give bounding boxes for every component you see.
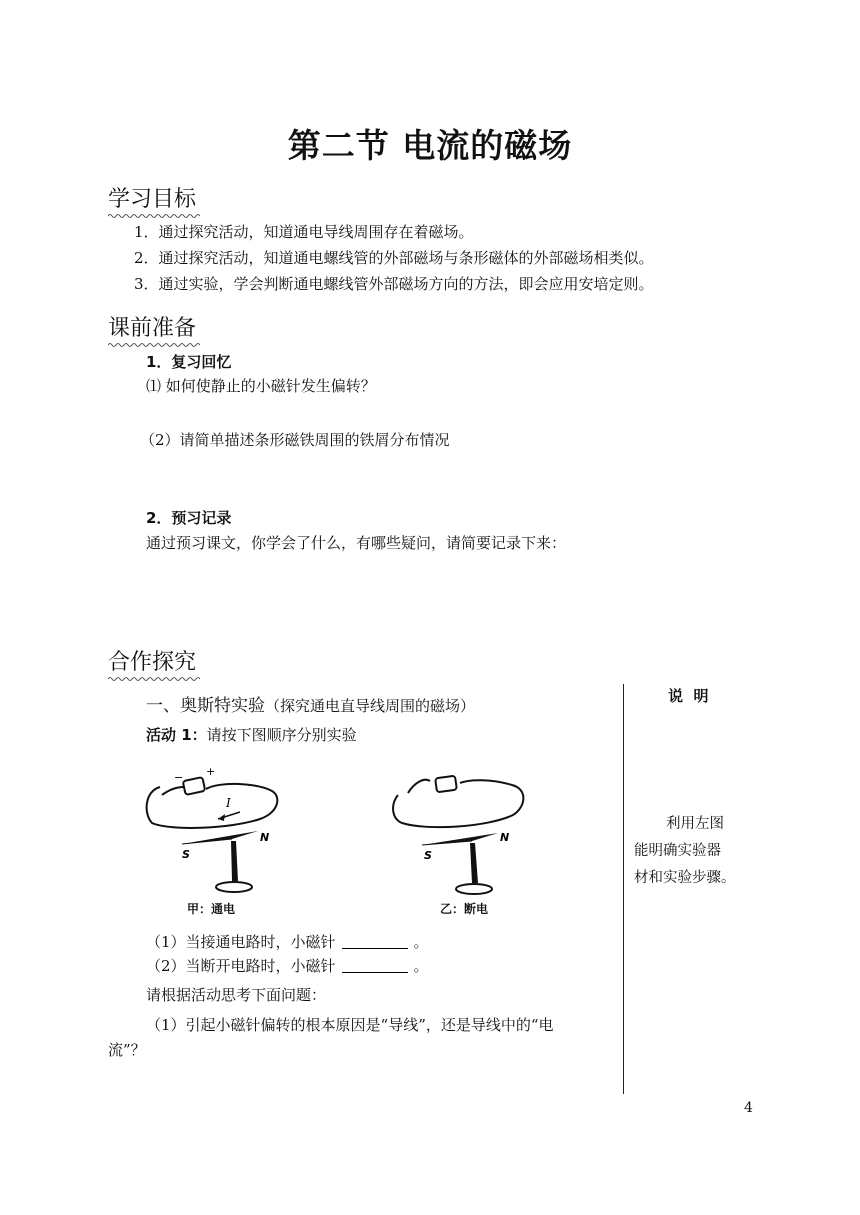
section-heading-goals (108, 182, 196, 213)
wavy-underline (108, 676, 200, 682)
review-question-2: （2）请简单描述条形磁铁周围的铁屑分布情况 (140, 431, 450, 449)
activity-label: 活动 1： (146, 726, 207, 744)
experiment-title-row (146, 691, 475, 716)
section-heading-prep (108, 311, 196, 342)
answer-blank[interactable] (342, 933, 408, 949)
question-suffix: 。 (413, 933, 429, 951)
svg-text:−: − (174, 771, 184, 784)
fill-question-1 (146, 930, 429, 954)
experiment-title: 一、奥斯特实验 (146, 696, 265, 716)
experiment-subtitle: （探究通电直导线周围的磁场） (265, 697, 476, 715)
review-heading: 1．复习回忆 (146, 353, 232, 371)
section-heading-text: 课前准备 (108, 316, 197, 341)
svg-text:+: + (206, 765, 216, 778)
preview-heading: 2．预习记录 (146, 509, 232, 527)
goal-item: 1．通过探究活动，知道通电导线周围存在着磁场。 (134, 223, 474, 241)
sidebar-note-line: 材和实验步骤。 (634, 870, 736, 886)
sidebar-heading: 说 明 (668, 687, 709, 705)
think-question-line-1: （1）引起小磁针偏转的根本原因是“导线”，还是导线中的“电 (146, 1016, 554, 1034)
page-number: 4 (744, 1100, 753, 1116)
goal-item: 2．通过探究活动，知道通电螺线管的外部磁场与条形磁体的外部磁场相类似。 (134, 249, 654, 267)
activity-text: 请按下图顺序分别实验 (206, 726, 357, 744)
section-heading-text: 合作探究 (108, 650, 197, 675)
figure-caption-off: 乙：断电 (440, 902, 489, 916)
question-text: （1）当接通电路时，小磁针 (146, 933, 336, 951)
sidebar-note-line: 能明确实验器 (634, 843, 721, 859)
north-label: N (260, 831, 270, 844)
think-prompt: 请根据活动思考下面问题： (146, 986, 327, 1004)
wavy-underline (108, 213, 200, 219)
south-label: S (182, 848, 190, 861)
north-label: N (500, 831, 510, 844)
current-label: I (226, 796, 231, 810)
fill-question-2 (146, 954, 429, 978)
answer-blank[interactable] (342, 957, 408, 973)
wavy-underline (108, 342, 200, 348)
activity-row (146, 724, 357, 745)
review-question-1: ⑴ 如何使静止的小磁针发生偏转？ (146, 377, 376, 395)
section-heading-text: 学习目标 (108, 187, 197, 212)
question-text: （2）当断开电路时，小磁针 (146, 957, 336, 975)
south-label: S (424, 849, 432, 862)
section-heading-explore (108, 645, 196, 676)
think-question-line-2: 流”？ (108, 1041, 146, 1059)
figure-caption-on: 甲：通电 (187, 902, 236, 916)
preview-instruction: 通过预习课文，你学会了什么，有哪些疑问，请简要记录下来： (146, 534, 567, 552)
goal-item: 3．通过实验，学会判断通电螺线管外部磁场方向的方法，即会应用安培定则。 (134, 275, 654, 293)
sidebar-note-line: 利用左图 (666, 816, 724, 832)
question-suffix: 。 (413, 957, 429, 975)
page-title: 第二节 电流的磁场 (287, 126, 573, 165)
column-divider (623, 684, 624, 1094)
